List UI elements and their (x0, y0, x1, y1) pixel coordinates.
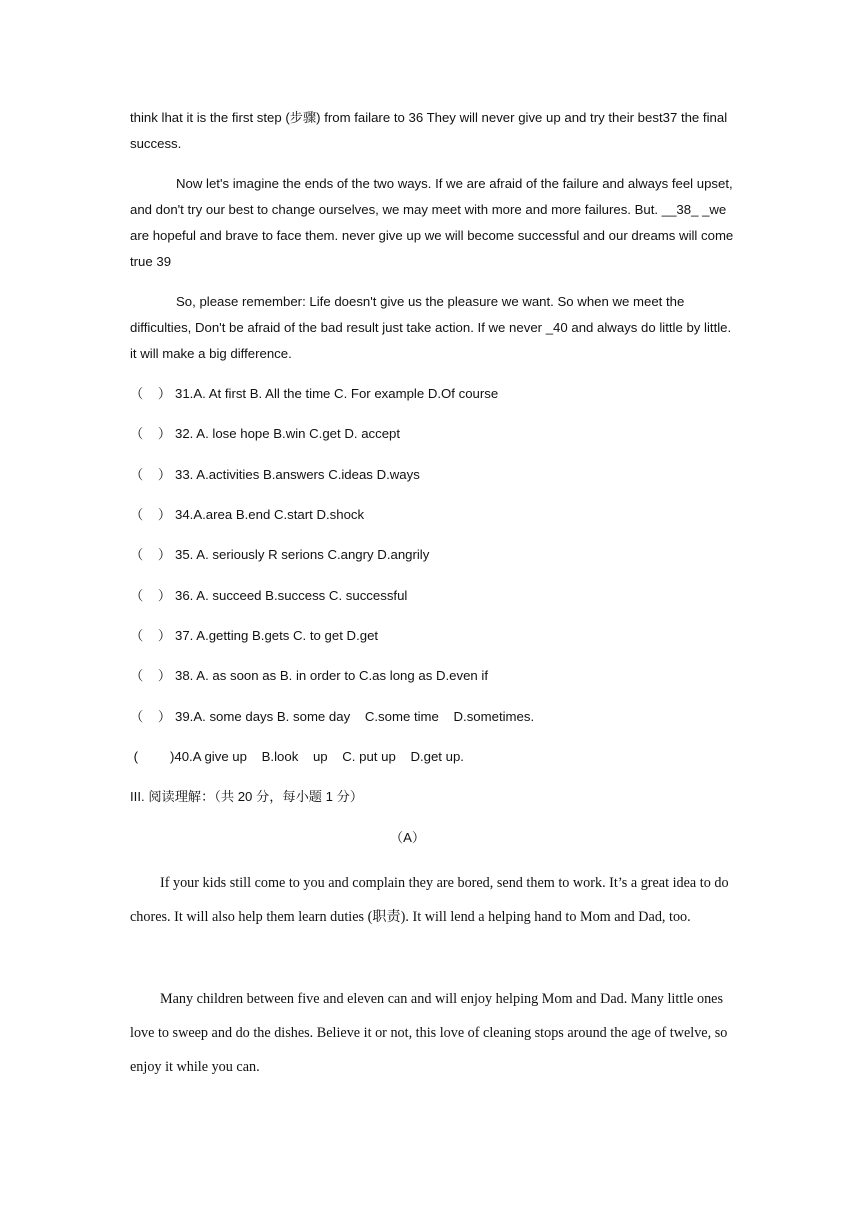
question-35 (130, 545, 429, 565)
answer-bracket: （ ） (130, 709, 172, 724)
question-34 (130, 505, 364, 525)
question-36 (130, 586, 407, 606)
answer-bracket: （ ） (130, 547, 172, 562)
question-38 (130, 666, 488, 686)
question-text: 31.A. At first B. All the time C. For example D.Of course (175, 386, 499, 401)
passage-label: （A） (389, 830, 426, 845)
answer-bracket: （ ） (130, 588, 172, 603)
question-39 (130, 707, 534, 727)
question-text: )40.A give up B.look up C. put up D.get up. (170, 749, 464, 764)
answer-bracket: （ ） (130, 628, 172, 643)
question-text: 38. A. as soon as B. in order to C.as long as D.even if (175, 668, 489, 683)
section-heading: III. 阅读理解：（共 20 分，每小题 1 分） (130, 789, 364, 804)
answer-bracket: （ ） (130, 386, 172, 401)
question-text: 32. A. lose hope B.win C.get D. accept (175, 426, 401, 441)
passage-paragraph-1: think lhat it is the first step (步骤) from failare to 36 They will never give up and try their best37 the final success. (130, 110, 728, 151)
question-text: 35. A. seriously R serions C.angry D.angrily (175, 547, 430, 562)
question-37 (130, 626, 378, 646)
answer-bracket: （ ） (130, 668, 172, 683)
answer-bracket: （ ） (130, 426, 172, 441)
question-40 (130, 747, 464, 767)
reading-paragraph-1: If your kids still come to you and complain they are bored, send them to work. It’s a great idea to do chores. It will also help them learn duties (职责). It will lend a helping hand to Mom and Dad, too. (130, 875, 729, 925)
question-31 (130, 384, 498, 404)
question-32 (130, 424, 400, 444)
passage-paragraph-3: So, please remember: Life doesn't give us the pleasure we want. So when we meet the difficulties, Don't be afraid of the bad result just take action. If we never _40 and always do little by little. it will make a big difference. (130, 294, 732, 361)
answer-bracket: ( (130, 749, 161, 764)
passage-paragraph-2: Now let's imagine the ends of the two ways. If we are afraid of the failure and always feel upset, and don't try our best to change ourselves, we may meet with more and more failures. But. __38_ _we are hopeful and brave to face them. never give up we will become successful and our dreams will come true 39 (130, 176, 734, 269)
question-text: 36. A. succeed B.success C. successful (175, 588, 408, 603)
question-text: 39.A. some days B. some day C.some time D.sometimes. (175, 709, 535, 724)
reading-paragraph-2: Many children between five and eleven can and will enjoy helping Mom and Dad. Many little ones love to sweep and do the dishes. Believe it or not, this love of cleaning stops around the age of twelve, so enjoy it while you can. (130, 991, 728, 1075)
question-text: 33. A.activities B.answers C.ideas D.ways (175, 467, 420, 482)
question-text: 34.A.area B.end C.start D.shock (175, 507, 365, 522)
question-33 (130, 465, 420, 485)
answer-bracket: （ ） (130, 467, 172, 482)
question-text: 37. A.getting B.gets C. to get D.get (175, 628, 379, 643)
answer-bracket: （ ） (130, 507, 172, 522)
